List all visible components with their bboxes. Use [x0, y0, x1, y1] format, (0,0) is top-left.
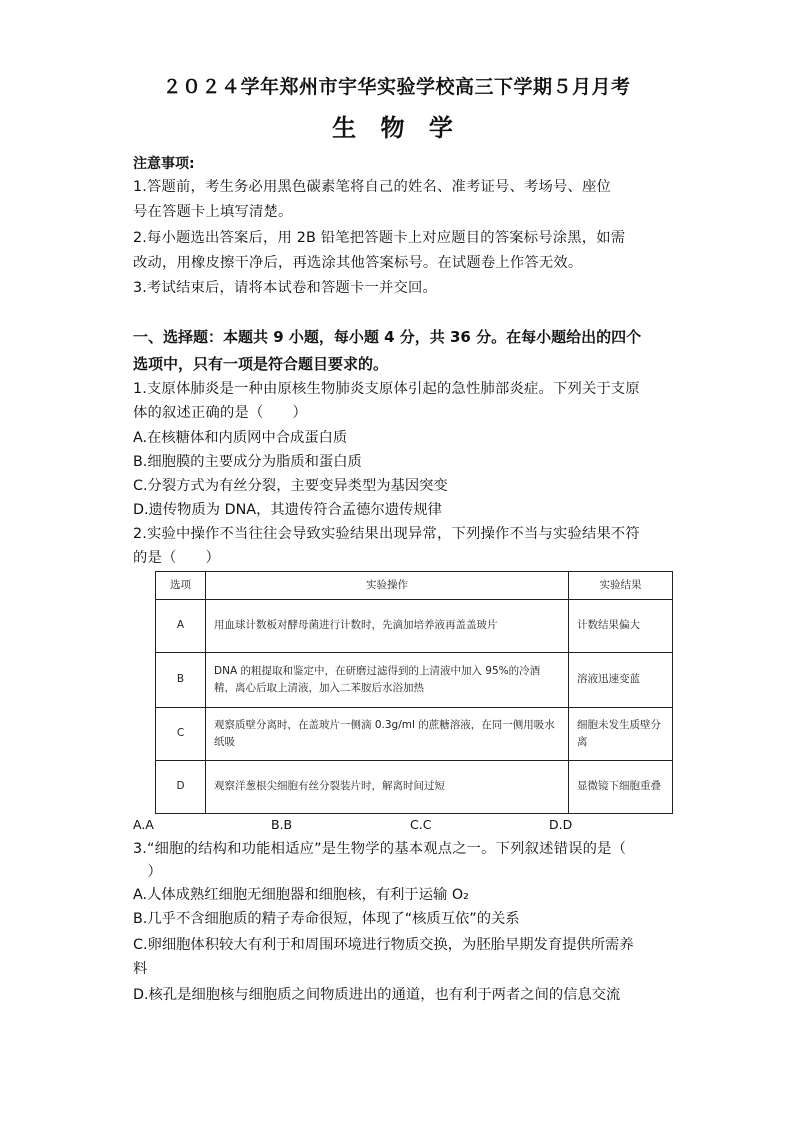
row-operation: 观察质壁分离时，在盖玻片一侧滴 0.3g/ml 的蔗糖溶液，在同一侧用吸水纸吸	[206, 707, 569, 760]
notice-line: 改动，用橡皮擦干净后，再选涂其他答案标号。在试题卷上作答无效。	[133, 255, 583, 271]
row-result: 溶液迅速变蓝	[569, 652, 673, 707]
row-key: A	[156, 599, 206, 652]
notice-line: 2.每小题选出答案后，用 2B 铅笔把答题卡上对应题目的答案标号涂黑，如需	[133, 230, 626, 246]
notice-line: 1.答题前，考生务必用黑色碳素笔将自己的姓名、准考证号、考场号、座位	[133, 179, 611, 195]
notice-heading: 注意事项:	[133, 156, 195, 172]
header-result: 实验结果	[569, 572, 673, 600]
question-2-answer-c: C.C	[410, 817, 432, 832]
notice-line: 3.考试结束后，请将本试卷和答题卡一并交回。	[133, 280, 437, 296]
question-1-option-c: C.分裂方式为有丝分裂，主要变异类型为基因突变	[133, 478, 448, 494]
row-key: B	[156, 652, 206, 707]
row-result: 细胞未发生质壁分离	[569, 707, 673, 760]
question-2-answer-b: B.B	[271, 817, 293, 832]
table-row	[156, 760, 673, 813]
question-2-answer-d: D.D	[549, 817, 573, 832]
row-operation: 观察洋葱根尖细胞有丝分裂装片时，解离时间过短	[206, 760, 569, 813]
question-1-option-a: A.在核糖体和内质网中合成蛋白质	[133, 430, 348, 446]
row-result: 显微镜下细胞重叠	[569, 760, 673, 813]
subject-title: 生 物 学	[332, 114, 461, 142]
section-heading: 选项中，只有一项是符合题目要求的。	[133, 355, 389, 373]
notice-line: 号在答题卡上填写清楚。	[133, 204, 293, 220]
section-heading: 一、选择题：本题共 9 小题，每小题 4 分，共 36 分。在每小题给出的四个	[133, 328, 642, 346]
header-option: 选项	[156, 572, 206, 600]
table-row	[156, 652, 673, 707]
table-row	[156, 707, 673, 760]
header-operation: 实验操作	[206, 572, 569, 600]
experiment-table	[155, 571, 673, 814]
question-1-stem: 体的叙述正确的是（ ）	[133, 405, 307, 421]
row-key: D	[156, 760, 206, 813]
row-key: C	[156, 707, 206, 760]
question-2-stem: 的是（ ）	[133, 550, 220, 566]
row-result: 计数结果偏大	[569, 599, 673, 652]
table-header-row	[156, 572, 673, 600]
question-1-option-d: D.遗传物质为 DNA，其遗传符合孟德尔遗传规律	[133, 502, 442, 518]
row-operation: 用血球计数板对酵母菌进行计数时，先滴加培养液再盖盖玻片	[206, 599, 569, 652]
question-3-option-a: A.人体成熟红细胞无细胞器和细胞核，有利于运输 O₂	[133, 887, 469, 903]
question-3-stem: 3.“细胞的结构和功能相适应”是生物学的基本观点之一。下列叙述错误的是（	[133, 841, 627, 857]
question-2-stem: 2.实验中操作不当往往会导致实验结果出现异常，下列操作不当与实验结果不符	[133, 526, 640, 542]
question-3-option-b: B.几乎不含细胞质的精子寿命很短，体现了“核质互依”的关系	[133, 911, 520, 927]
question-1-stem: 1.支原体肺炎是一种由原核生物肺炎支原体引起的急性肺部炎症。下列关于支原	[133, 381, 640, 397]
exam-title: ２０２４学年郑州市宇华实验学校高三下学期５月月考	[162, 76, 631, 98]
question-3-stem: ）	[133, 864, 162, 880]
question-3-option-d: D.核孔是细胞核与细胞质之间物质进出的通道，也有利于两者之间的信息交流	[133, 987, 621, 1003]
question-2-answer-a: A.A	[133, 817, 154, 832]
table-row	[156, 599, 673, 652]
question-3-option-c-continued: 料	[133, 961, 148, 977]
row-operation: DNA 的粗提取和鉴定中，在研磨过滤得到的上清液中加入 95%的冷酒精，离心后取上清液，加入二苯胺后水浴加热	[206, 652, 569, 707]
question-3-option-c: C.卵细胞体积较大有利于和周围环境进行物质交换，为胚胎早期发育提供所需养	[133, 937, 634, 953]
question-1-option-b: B.细胞膜的主要成分为脂质和蛋白质	[133, 454, 362, 470]
